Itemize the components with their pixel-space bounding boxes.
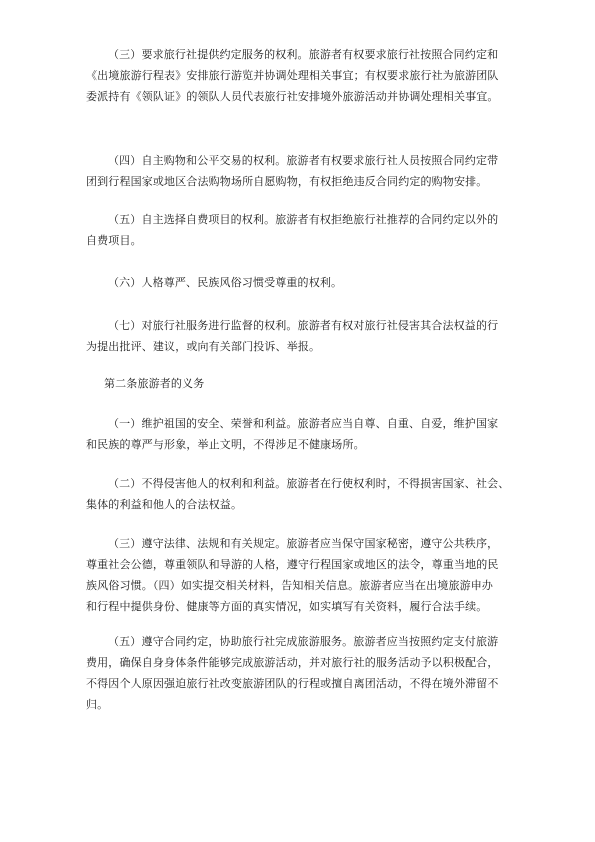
section-heading-obligations (86, 373, 526, 394)
text-line: （二）不得侵害他人的权利和利益。旅游者在行使权利时，不得损害国家、社会、 (108, 477, 510, 490)
text-line: 《出境旅游行程表》安排旅行游览并协调处理相关事宜；有权要求旅行社为旅游团队 (86, 69, 499, 82)
paragraph-duty-3-4 (86, 533, 526, 617)
text-line: 不得因个人原因强迫旅行社改变旅游团队的行程或擅自离团活动，不得在境外滞留不 (86, 677, 499, 690)
text-line: 归。 (86, 698, 109, 711)
paragraph-right-4 (86, 150, 526, 192)
text-line: 为提出批评、建议，或向有关部门投诉、举报。 (86, 340, 321, 353)
text-line: （一）维护祖国的安全、荣誉和利益。旅游者应当自尊、自重、自爱，维护国家 (108, 417, 499, 430)
text-line: 委派持有《领队证》的领队人员代表旅行社安排境外旅游活动并协调处理相关事宜。 (86, 90, 499, 103)
text-line: 费用，确保自身身体条件能够完成旅游活动，并对旅行社的服务活动予以积极配合， (86, 656, 499, 669)
text-line: 族风俗习惯。（四）如实提交相关材料，告知相关信息。旅游者应当在出境旅游申办 (86, 579, 494, 592)
text-line: 和民族的尊严与形象，举止文明，不得涉足不健康场所。 (86, 438, 365, 451)
text-line: 集体的利益和他人的合法权益。 (86, 498, 243, 511)
paragraph-right-6 (86, 272, 526, 293)
paragraph-duty-1 (86, 413, 526, 455)
text-line: （三）遵守法律、法规和有关规定。旅游者应当保守国家秘密，遵守公共秩序， (108, 537, 499, 550)
text-line: （五）遵守合同约定，协助旅行社完成旅游服务。旅游者应当按照约定支付旅游 (108, 635, 499, 648)
paragraph-right-5 (86, 209, 526, 251)
paragraph-duty-5 (86, 631, 526, 715)
text-line: （三）要求旅行社提供约定服务的权利。旅游者有权要求旅行社按照合同约定和 (108, 48, 499, 61)
section-heading: 第二条旅游者的义务 (104, 377, 205, 390)
text-line: 团到行程国家或地区合法购物场所自愿购物，有权拒绝违反合同约定的购物安排。 (86, 175, 488, 188)
text-line: 尊重社会公德，尊重领队和导游的人格，遵守行程国家或地区的法令，尊重当地的民 (86, 558, 499, 571)
text-line: （四）自主购物和公平交易的权利。旅游者有权要求旅行社人员按照合同约定带 (108, 154, 499, 167)
text-line: （六）人格尊严、民族风俗习惯受尊重的权利。 (108, 276, 343, 289)
text-line: 自费项目。 (86, 234, 142, 247)
paragraph-right-7 (86, 315, 526, 357)
text-line: 和行程中提供身份、健康等方面的真实情况，如实填写有关资料，履行合法手续。 (86, 600, 488, 613)
paragraph-duty-2 (86, 473, 526, 515)
text-line: （五）自主选择自费项目的权利。旅游者有权拒绝旅行社推荐的合同约定以外的 (108, 213, 499, 226)
text-line: （七）对旅行社服务进行监督的权利。旅游者有权对旅行社侵害其合法权益的行 (108, 319, 499, 332)
paragraph-right-3 (86, 44, 526, 107)
